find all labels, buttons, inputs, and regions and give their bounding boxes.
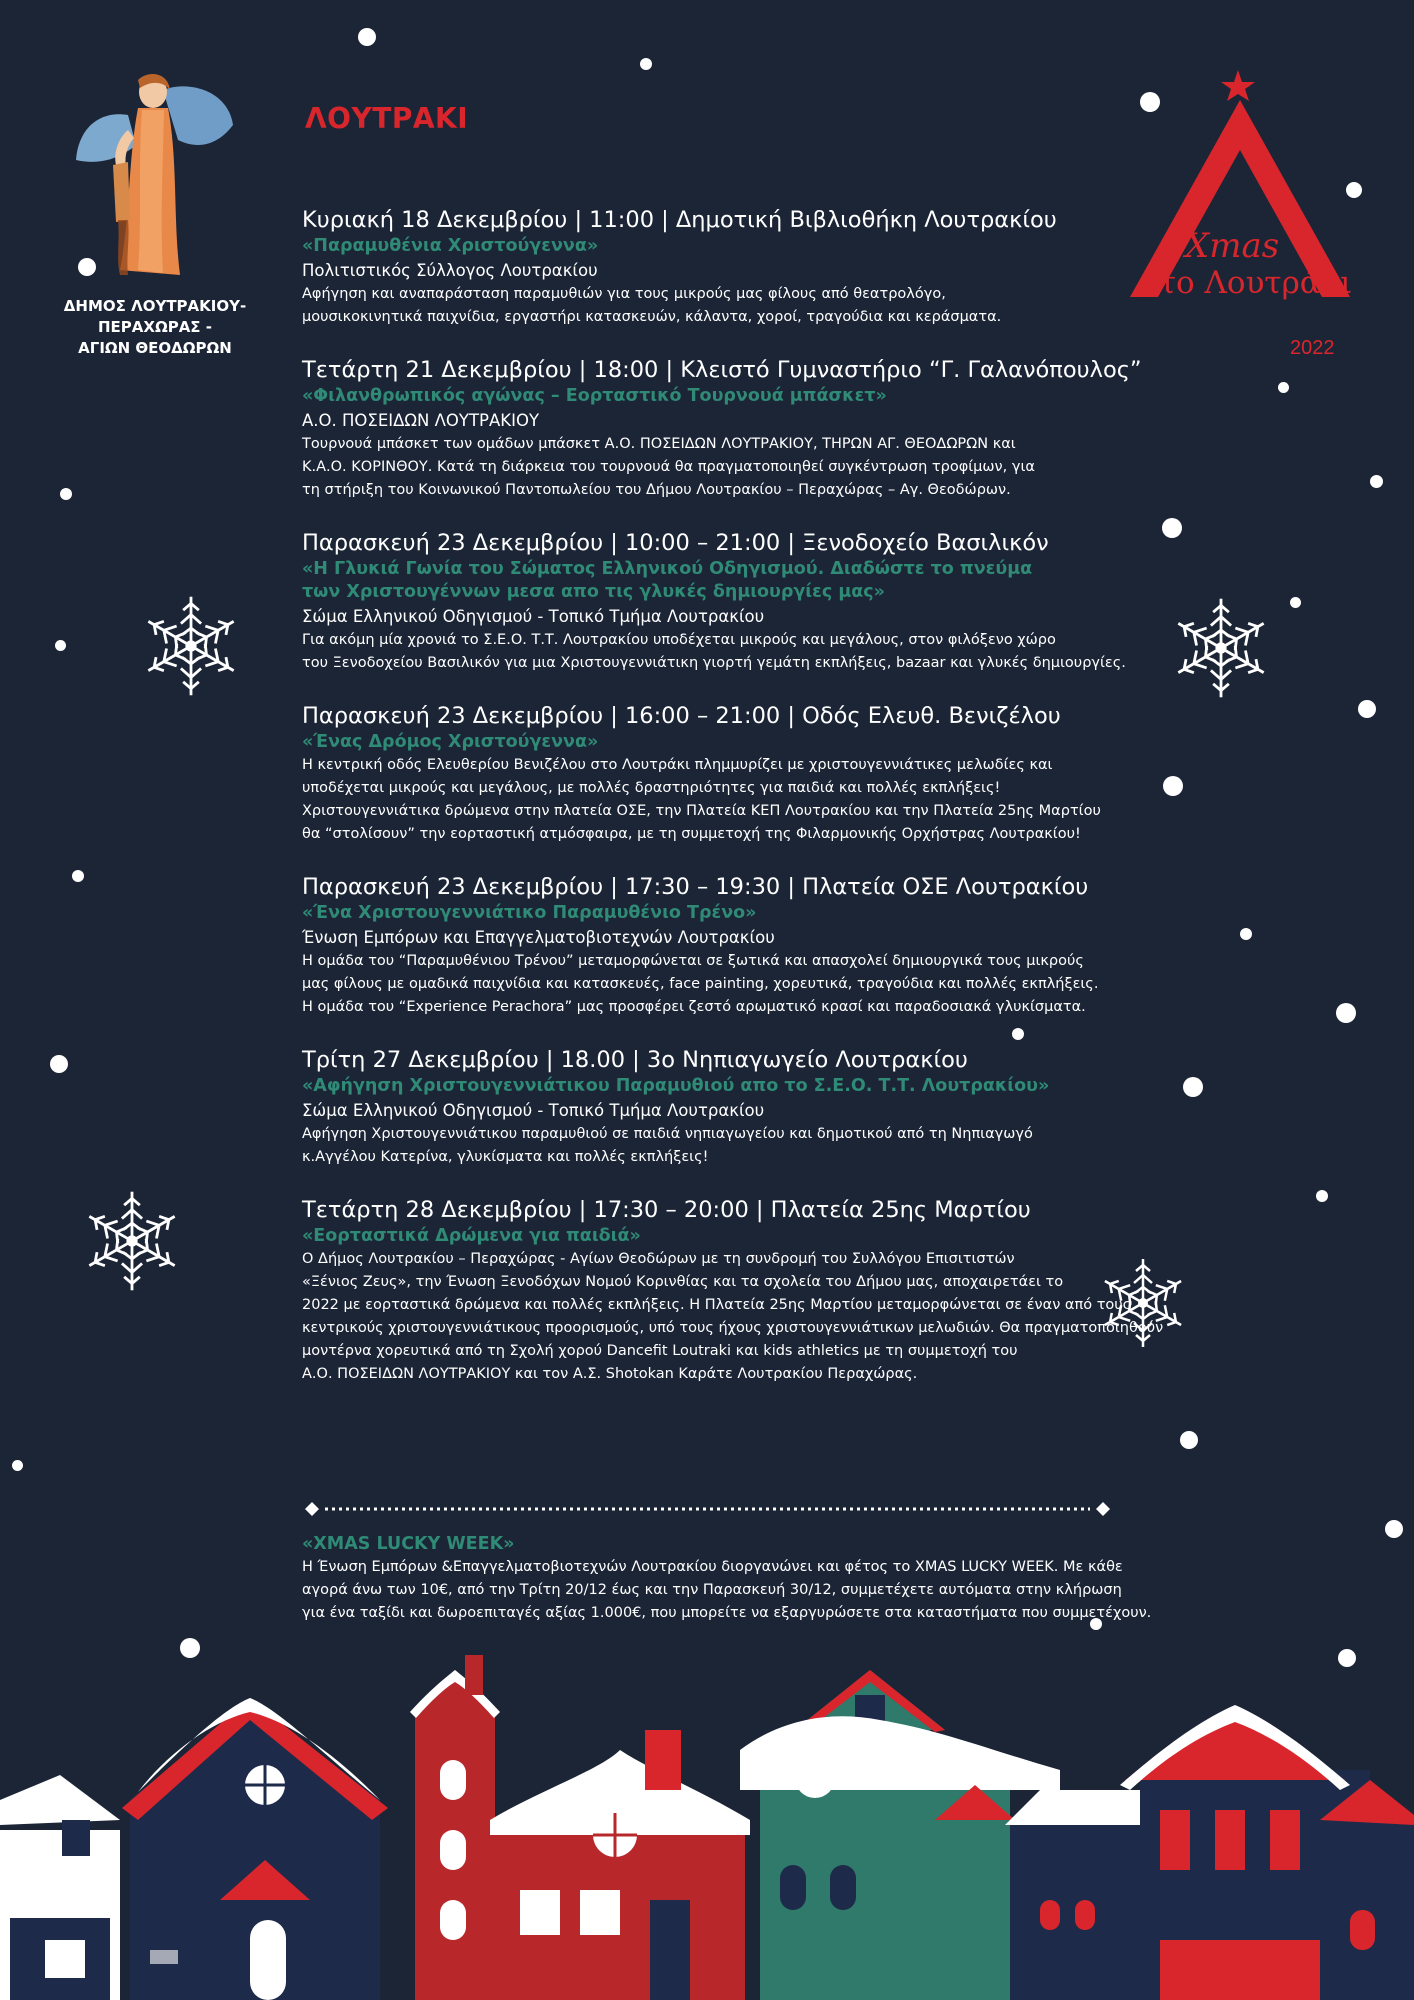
event-item xyxy=(302,205,1232,329)
event-description-line: Η κεντρική οδός Ελευθερίου Βενιζέλου στο Λουτράκι πλημμυρίζει με χριστουγεννιάτικες μελωδίες και xyxy=(302,757,1053,773)
logo-year: 2022 xyxy=(1290,337,1335,359)
logo-script-text: Xmas xyxy=(1185,226,1280,266)
snow-dot xyxy=(1385,1520,1403,1538)
event-heading: Παρασκευή 23 Δεκεμβρίου | 10:00 – 21:00 | Ξενοδοχείο Βασιλικόν xyxy=(302,530,1049,556)
event-description-line: μας φίλους με ομαδικά παιχνίδια και κατασκευές, face painting, χορευτικά, τραγούδια και πολλές εκπλήξεις. xyxy=(302,976,1099,992)
event-organizer: Πολιτιστικός Σύλλογος Λουτρακίου xyxy=(302,261,598,280)
snow-dot xyxy=(640,58,652,70)
section-divider xyxy=(305,1502,1110,1516)
snowflake-icon xyxy=(76,1185,188,1297)
event-description-line: κ.Αγγέλου Κατερίνα, γλυκίσματα και πολλές εκπλήξεις! xyxy=(302,1149,709,1165)
event-organizer: Σώμα Ελληνικού Οδηγισμού - Τοπικό Τμήμα Λουτρακίου xyxy=(302,607,765,626)
snowflake-icon xyxy=(1165,592,1277,704)
event-heading: Κυριακή 18 Δεκεμβρίου | 11:00 | Δημοτική Βιβλιοθήκη Λουτρακίου xyxy=(302,207,1057,233)
snow-dot xyxy=(1358,700,1376,718)
event-item xyxy=(302,355,1232,502)
event-item xyxy=(302,528,1232,675)
snow-dot xyxy=(1290,597,1301,608)
municipality-line: ΠΕΡΑΧΩΡΑΣ - xyxy=(97,318,213,336)
snow-dot xyxy=(60,488,72,500)
diamond-icon xyxy=(1096,1502,1110,1516)
event-title: «Ένας Δρόμος Χριστούγεννα» xyxy=(302,732,599,752)
event-description-line: κεντρικούς χριστουγεννιάτικους προορισμούς, υπό τους ήχους χριστουγεννιάτικων μελωδιών. Θα πραγματοποιηθούν xyxy=(302,1320,1164,1336)
snow-dot xyxy=(358,28,376,46)
event-description-line: «Ξένιος Ζευς», την Ένωση Ξενοδόχων Νομού Κορινθίας και τα σχολεία του Δήμου μας, αποχαιρετάει το xyxy=(302,1274,1064,1290)
event-description-line: Για ακόμη μία χρονιά το Σ.Ε.Ο. Τ.Τ. Λουτρακίου υποδέχεται μικρούς και μεγάλους, στον φιλόξενο χώρο xyxy=(302,632,1056,648)
event-title: «Ένα Χριστουγεννιάτικο Παραμυθένιο Τρένο» xyxy=(302,903,757,923)
event-list xyxy=(302,205,1232,1412)
event-title: «Παραμυθένια Χριστούγεννα» xyxy=(302,236,599,256)
snow-dot xyxy=(55,640,66,651)
lucky-week-line: αγορά άνω των 10€, από την Τρίτη 20/12 έως και την Παρασκευή 30/12, συμμετέχετε αυτόματα στην κλήρωση xyxy=(302,1582,1122,1598)
municipality-line: ΔΗΜΟΣ ΛΟΥΤΡΑΚΙΟΥ- xyxy=(63,297,247,315)
event-description-line: Α.Ο. ΠΟΣΕΙΔΩΝ ΛΟΥΤΡΑΚΙΟΥ και τον Α.Σ. Shotokan Καράτε Λουτρακίου Περαχώρας. xyxy=(302,1366,918,1382)
event-heading: Παρασκευή 23 Δεκεμβρίου | 16:00 – 21:00 | Οδός Ελευθ. Βενιζέλου xyxy=(302,703,1061,729)
event-heading: Τρίτη 27 Δεκεμβρίου | 18.00 | 3ο Νηπιαγωγείο Λουτρακίου xyxy=(302,1047,968,1073)
event-description-line: μοντέρνα χορευτικά από τη Σχολή χορού Dancefit Loutraki και kids athletics με τη συμμετοχή του xyxy=(302,1343,1018,1359)
municipality-line: ΑΓΙΩΝ ΘΕΟΔΩΡΩΝ xyxy=(78,339,232,357)
event-title: «Εορταστικά Δρώμενα για παιδιά» xyxy=(302,1226,641,1246)
snow-dot xyxy=(1336,1003,1356,1023)
event-description-line: του Ξενοδοχείου Βασιλικόν για μια Χριστουγεννιάτικη γιορτή γεμάτη εκπλήξεις, bazaar και γλυκές δημιουργίες. xyxy=(302,655,1126,671)
lucky-week-section xyxy=(302,1532,1232,1625)
snow-dot xyxy=(1370,475,1383,488)
event-description-line: Κ.Α.Ο. ΚΟΡΙΝΘΟΥ. Κατά τη διάρκεια του τουρνουά θα πραγματοποιηθεί συγκέντρωση τροφίμων, για xyxy=(302,459,1035,475)
page-title: ΛΟΥΤΡΑΚΙ xyxy=(305,102,469,135)
event-description-line: 2022 με εορταστικά δρώμενα και πολλές εκπλήξεις. Η Πλατεία 25ης Μαρτίου μεταμορφώνεται σε έναν από τους xyxy=(302,1297,1132,1313)
diamond-icon xyxy=(305,1502,319,1516)
event-title: των Χριστουγέννων μεσα απο τις γλυκές δημιουργίες μας» xyxy=(302,582,885,602)
lucky-week-line: για ένα ταξίδι και δωροεπιταγές αξίας 1.000€, που μπορείτε να εξαργυρώσετε στα καταστήματα που συμμετέχουν. xyxy=(302,1605,1152,1621)
event-description-line: Η ομάδα του “Παραμυθένιου Τρένου” μεταμορφώνεται σε ξωτικά και απασχολεί δημιουργικά τους μικρούς xyxy=(302,953,1084,969)
snow-dot xyxy=(72,870,84,882)
event-title: «Η Γλυκιά Γωνία του Σώματος Ελληνικού Οδηγισμού. Διαδώστε το πνεύμα xyxy=(302,559,1033,579)
snow-dot xyxy=(1240,928,1252,940)
event-item xyxy=(302,701,1232,846)
event-description-line: Αφήγηση και αναπαράσταση παραμυθιών για τους μικρούς μας φίλους από θεατρολόγο, xyxy=(302,286,946,302)
snowflake-icon xyxy=(135,590,247,702)
lucky-week-title: «XMAS LUCKY WEEK» xyxy=(302,1534,515,1554)
logo-text: στο Λουτράκι xyxy=(1137,265,1353,301)
event-heading: Παρασκευή 23 Δεκεμβρίου | 17:30 – 19:30 | Πλατεία ΟΣΕ Λουτρακίου xyxy=(302,874,1089,900)
event-organizer: Α.Ο. ΠΟΣΕΙΔΩΝ ΛΟΥΤΡΑΚΙΟΥ xyxy=(302,411,540,430)
event-title: «Αφήγηση Χριστουγεννιάτικου Παραμυθιού απο το Σ.Ε.Ο. Τ.Τ. Λουτρακίου» xyxy=(302,1076,1050,1096)
event-item xyxy=(302,872,1232,1019)
snow-dot xyxy=(50,1055,68,1073)
municipality-name xyxy=(60,296,250,359)
event-heading: Τετάρτη 21 Δεκεμβρίου | 18:00 | Κλειστό Γυμναστήριο “Γ. Γαλανόπουλος” xyxy=(302,357,1142,383)
event-item xyxy=(302,1045,1232,1169)
event-description-line: υποδέχεται μικρούς και μεγάλους, με πολλές δραστηριότητες για παιδιά και πολλές εκπλήξεις! xyxy=(302,780,1001,796)
event-description-line: τη στήριξη του Κοινωνικού Παντοπωλείου του Δήμου Λουτρακίου – Περαχώρας – Αγ. Θεοδώρων. xyxy=(302,482,1011,498)
snow-dot xyxy=(12,1460,23,1471)
snowflake-icon xyxy=(1093,1253,1193,1353)
event-description-line: μουσικοκινητικά παιχνίδια, εργαστήρι κατασκευών, κάλαντα, χοροί, τραγούδια και κεράσματα. xyxy=(302,309,1002,325)
event-description-line: Η ομάδα του “Experience Perachora” μας προσφέρει ζεστό αρωματικό κρασί και παραδοσιακά γλυκίσματα. xyxy=(302,999,1086,1015)
event-description-line: Ο Δήμος Λουτρακίου – Περαχώρας - Αγίων Θεοδώρων με τη συνδρομή του Συλλόγου Επισιτιστών xyxy=(302,1251,1015,1267)
event-organizer: Ένωση Εμπόρων και Επαγγελματοβιοτεχνών Λουτρακίου xyxy=(302,928,775,947)
snow-dot xyxy=(1278,382,1289,393)
lucky-week-line: Η Ένωση Εμπόρων &Επαγγελματοβιοτεχνών Λουτρακίου διοργανώνει και φέτος το XMAS LUCKY WEEK. Με κάθε xyxy=(302,1559,1123,1575)
angel-logo xyxy=(68,70,238,290)
event-description-line: Χριστουγεννιάτικα δρώμενα στην πλατεία ΟΣΕ, την Πλατεία ΚΕΠ Λουτρακίου και την Πλατεία 25ης Μαρτίου xyxy=(302,803,1101,819)
event-heading: Τετάρτη 28 Δεκεμβρίου | 17:30 – 20:00 | Πλατεία 25ης Μαρτίου xyxy=(302,1197,1031,1223)
event-description-line: Αφήγηση Χριστουγεννιάτικου παραμυθιού σε παιδιά νηπιαγωγείου και δημοτικού από τη Νηπιαγωγό xyxy=(302,1126,1033,1142)
event-title: «Φιλανθρωπικός αγώνας – Εορταστικό Τουρνουά μπάσκετ» xyxy=(302,386,887,406)
snow-dot xyxy=(1316,1190,1328,1202)
event-description-line: Τουρνουά μπάσκετ των ομάδων μπάσκετ Α.Ο. ΠΟΣΕΙΔΩΝ ΛΟΥΤΡΑΚΙΟΥ, ΤΗΡΩΝ ΑΓ. ΘΕΟΔΩΡΩΝ και xyxy=(302,436,1016,452)
event-organizer: Σώμα Ελληνικού Οδηγισμού - Τοπικό Τμήμα Λουτρακίου xyxy=(302,1101,765,1120)
snow-dot xyxy=(1180,1431,1198,1449)
event-description-line: θα “στολίσουν” την εορταστική ατμόσφαιρα, με τη συμμετοχή της Φιλαρμονικής Ορχήστρας Λουτρακίου! xyxy=(302,826,1081,842)
town-illustration xyxy=(0,1650,1414,2000)
